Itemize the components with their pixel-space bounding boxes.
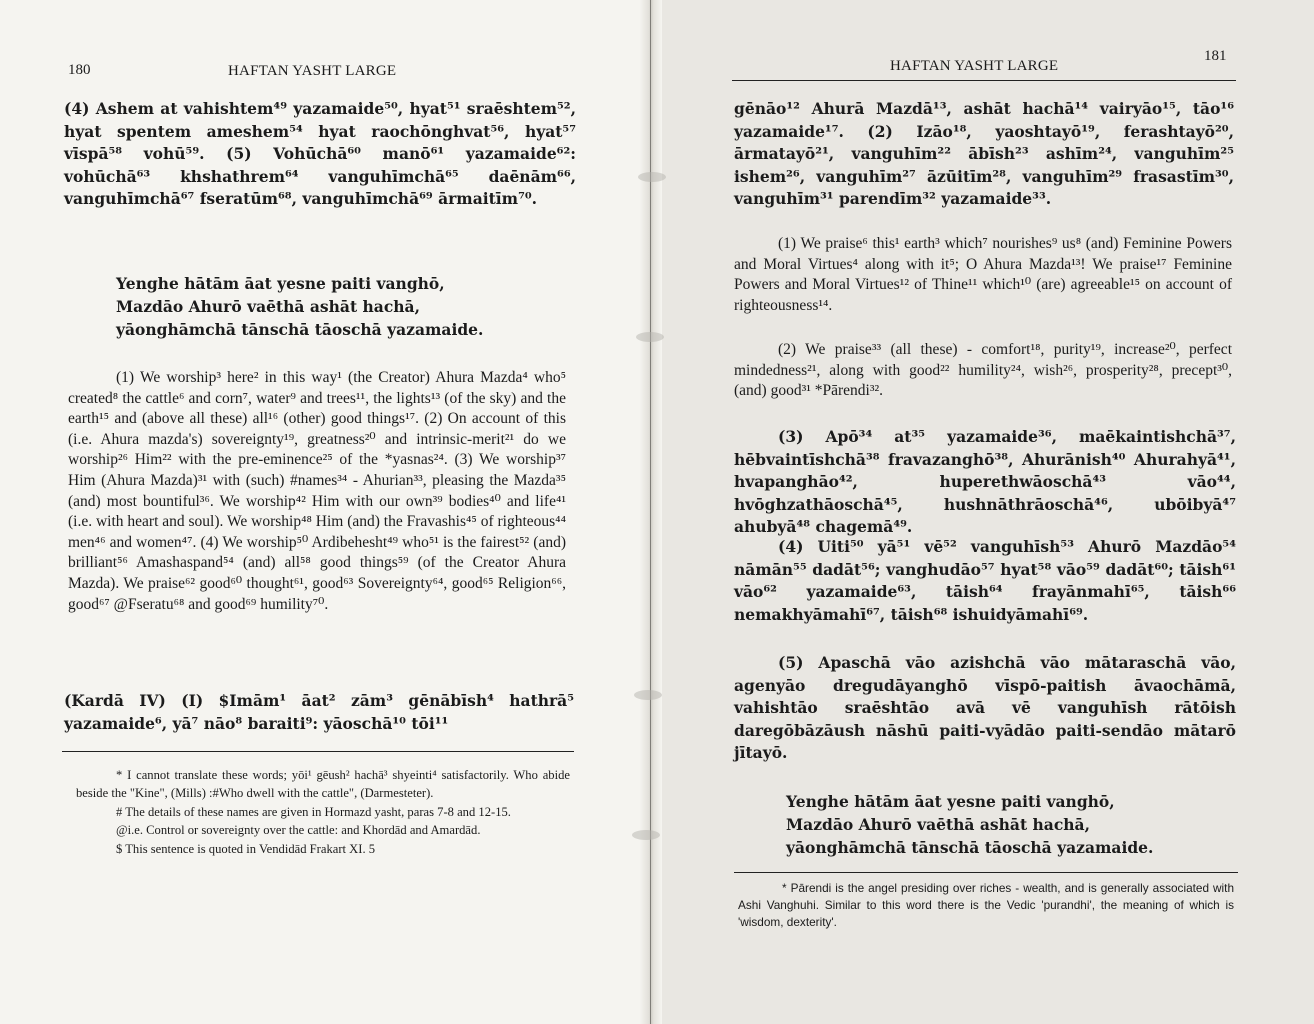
verse-line: Mazdāo Ahurō vaēthā ashāt hachā, — [116, 297, 420, 316]
translation-text: (2) We praise³³ (all these) - comfort¹⁸, purity¹⁹, increase²⁰, perfect mindedness²¹, along with good²² humility²⁴, wish²⁶, prosperity²⁸, precept³⁰, (and) good³¹ *Pārendi³². — [734, 341, 1232, 400]
footnote: @i.e. Control or sovereignty over the cattle: and Khordād and Amardād. — [116, 823, 481, 838]
transliteration-text: (4) Uiti⁵⁰ yā⁵¹ vē⁵² vanguhīsh⁵³ Ahurō Mazdāo⁵⁴ nāmān⁵⁵ dadāt⁵⁶; vanghudāo⁵⁷ hyat⁵⁸ vāo⁵⁹ dadāt⁶⁰; tāish⁶¹ vāo⁶² yazamaide⁶³, tāish⁶⁴ frayānmahī⁶⁵, tāish⁶⁶ nemakhyāmahī⁶⁷, tāish⁶⁸ ishuidyāmahī⁶⁹. — [734, 537, 1236, 624]
translation-text: (1) We praise⁶ this¹ earth³ which⁷ nourishes⁹ us⁸ (and) Feminine Powers and Moral Virtues⁴ along with it⁵; O Ahura Mazda¹³! We praise¹⁷ Feminine Powers and Moral Virtues¹² of Thine¹¹ which¹⁰ (are) agreeable¹⁵ on account of righteousness¹⁴. — [734, 235, 1232, 314]
footnote-rule — [62, 751, 574, 752]
transliteration-text: (4) Ashem at vahishtem⁴⁹ yazamaide⁵⁰, hyat⁵¹ sraēshtem⁵², hyat spentem ameshem⁵⁴ hyat raochōnghvat⁵⁶, hyat⁵⁷ vīspā⁵⁸ vohū⁵⁹. (5) Vohūchā⁶⁰ manō⁶¹ yazamaide⁶²: vohūchā⁶³ khshathrem⁶⁴ vanguhīmchā⁶⁵ daēnām⁶⁶, vanguhīmchā⁶⁷ fseratūm⁶⁸, vanguhīmchā⁶⁹ ārmaitīm⁷⁰. — [64, 99, 576, 209]
running-head: HAFTAN YASHT LARGE — [890, 58, 1059, 74]
verse-block — [786, 790, 1236, 859]
footnote: * I cannot translate these words; yōi¹ gēush² hachā³ shyeinti⁴ satisfactorily. Who abide beside the "Kine", (Mills) :#Who dwell with the cattle", (Darmesteter). — [76, 768, 570, 801]
english-translation-1 — [734, 234, 1232, 316]
paragraph-4-transliteration — [64, 98, 576, 211]
right-page — [650, 0, 1314, 1024]
footnote-rule — [734, 872, 1238, 873]
footnote: * Pārendi is the angel presiding over riches - wealth, and is generally associated with Ashi Vanghuhi. Similar to this word there is the Vedic 'purandhi', the meaning of which is 'wisdom, dexterity'. — [738, 881, 1234, 929]
footnote: # The details of these names are given in Hormazd yasht, paras 7-8 and 12-15. — [116, 804, 511, 819]
verse-line: yāonghāmchā tānschā tāoschā yazamaide. — [116, 320, 484, 339]
transliteration-text: (3) Apō³⁴ at³⁵ yazamaide³⁶, maēkaintishchā³⁷, hēbvaintīshchā³⁸ fravazanghō³⁸, Ahurānish⁴⁰ Ahurahyā⁴¹, hvapanghāo⁴², huperethwāoschā⁴³ vāo⁴⁴, hvōghzathāoschā⁴⁵, hushnāthrāoschā⁴⁶, ubōibyā⁴⁷ ahubyā⁴⁸ chagemā⁴⁹. — [734, 427, 1236, 537]
running-head: HAFTAN YASHT LARGE — [228, 63, 397, 79]
verse-line: Mazdāo Ahurō vaēthā ashāt hachā, — [786, 815, 1090, 834]
footnote: $ This sentence is quoted in Vendidād Frakart XI. 5 — [116, 841, 376, 856]
page-number: 180 — [68, 62, 91, 78]
verse-line: Yenghe hātām āat yesne paiti vanghō, — [786, 792, 1115, 811]
paragraph-3-transliteration — [734, 426, 1236, 539]
transliteration-text: gēnāo¹² Ahurā Mazdā¹³, ashāt hachā¹⁴ vairyāo¹⁵, tāo¹⁶ yazamaide¹⁷. (2) Izāo¹⁸, yaoshtayō¹⁹, ferashtayō²⁰, ārmatayō²¹, vanguhīm²² ābīsh²³ ashīm²⁴, vanguhīm²⁵ ishem²⁶, vanguhīm²⁷ āzūitīm²⁸, vanguhīm²⁹ frasastīm³⁰, vanguhīm³¹ parendīm³² yazamaide³³. — [734, 99, 1234, 209]
page-number: 181 — [1204, 48, 1227, 64]
karda-transliteration — [64, 690, 574, 735]
continued-transliteration — [734, 98, 1234, 211]
footnotes — [76, 766, 570, 858]
english-translation-2 — [734, 340, 1232, 402]
paragraph-5-transliteration — [734, 652, 1236, 765]
paragraph-4-transliteration — [734, 536, 1236, 626]
english-translation — [68, 368, 566, 615]
header-rule — [732, 80, 1236, 81]
verse-line: yāonghāmchā tānschā tāoschā yazamaide. — [786, 838, 1154, 857]
transliteration-text: (5) Apaschā vāo azishchā vāo mātaraschā vāo, agenyāo dregudāyanghō vīspō-paitish āvaochāmā, vahishtāo sraēshtāo avā vē vanguhīsh rātōish daregōbāzāush nāshū paiti-vyādāo paiti-sendāo mātarō jītayō. — [734, 653, 1236, 763]
verse-block — [116, 272, 556, 341]
verse-line: Yenghe hātām āat yesne paiti vanghō, — [116, 274, 445, 293]
left-page — [0, 0, 650, 1024]
translation-text: (1) We worship³ here² in this way¹ (the Creator) Ahura Mazda⁴ who⁵ created⁸ the cattle⁶ and corn⁷, water⁹ and trees¹¹, the lights¹³ (of the sky) and the earth¹⁵ and (above all these) all¹⁶ (other) good things¹⁷. (2) On account of this (i.e. Ahura mazda's) sovereignty¹⁹, greatness²⁰ and intrinsic-merit²¹ do we worship²⁶ Him²² with the pre-eminence²⁵ of the *yasnas²⁴. (3) We worship³⁷ Him (Ahura Mazda)³¹ with (such) #names³⁴ - Ahurian³³, pleasing the Mazda³⁵ (and) most bountiful³⁶. We worship⁴² Him with our own³⁹ bodies⁴⁰ and life⁴¹ (i.e. with heart and soul). We worship⁴⁸ Him (and) the Fravashis⁴⁵ of righteous⁴⁴ men⁴⁶ and women⁴⁷. (4) We worship⁵⁰ Ardibehesht⁴⁹ who⁵¹ is the fairest⁵² (and) brilliant⁵⁶ Amashaspand⁵⁴ (and) all⁵⁸ good things⁵⁹ (of the Creator Ahura Mazda). We praise⁶² good⁶⁰ thought⁶¹, good⁶³ Sovereignty⁶⁴, good⁶⁵ Religion⁶⁶, good⁶⁷ @Fseratu⁶⁸ and good⁶⁹ humility⁷⁰. — [68, 369, 566, 613]
footnotes — [738, 880, 1234, 931]
transliteration-text: (Kardā IV) (I) $Imām¹ āat² zām³ gēnābīsh⁴ hathrā⁵ yazamaide⁶, yā⁷ nāo⁸ baraiti⁹: yāoschā¹⁰ tōi¹¹ — [64, 691, 574, 733]
